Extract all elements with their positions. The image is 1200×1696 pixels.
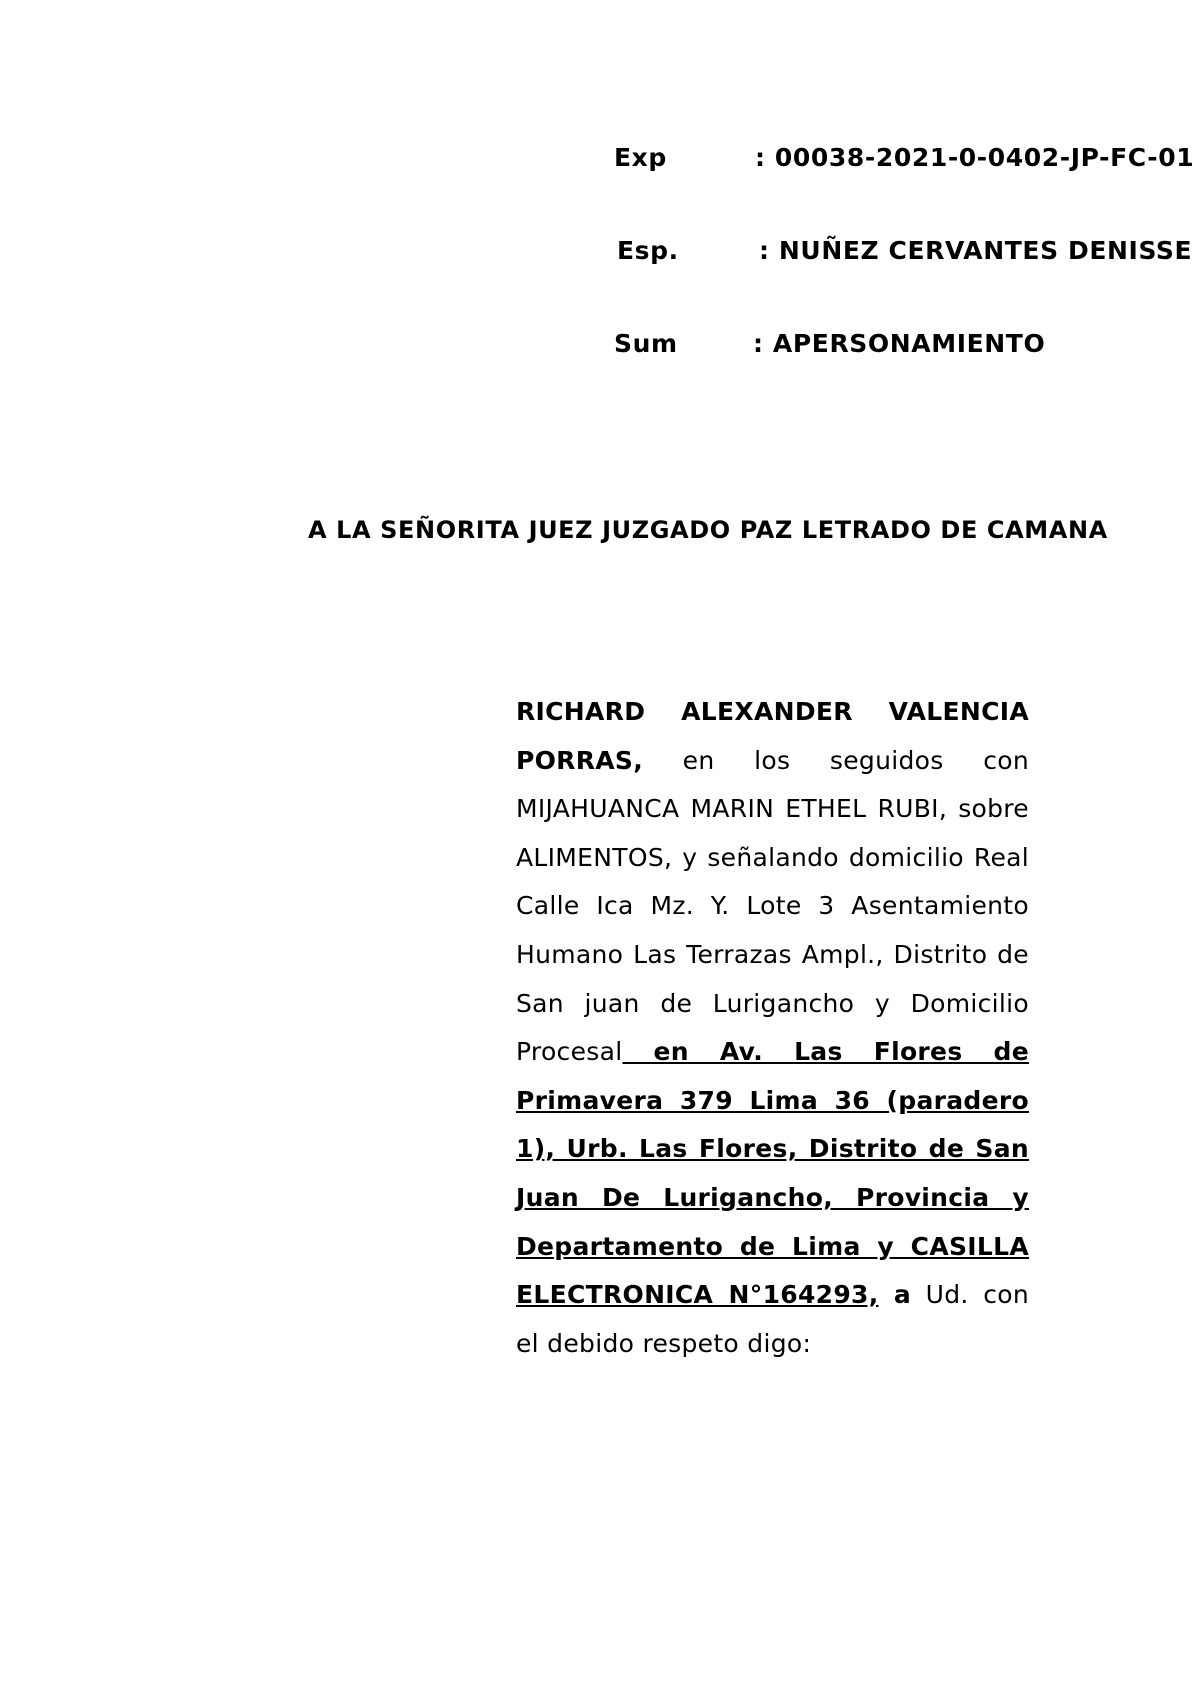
addressee-heading: A LA SEÑORITA JUEZ JUZGADO PAZ LETRADO DE CAMANA: [308, 516, 1108, 544]
especialista-value: : NUÑEZ CERVANTES DENISSE: [759, 236, 1193, 265]
intro-text: en los seguidos con MIJAHUANCA MARIN ETHEL RUBI, sobre ALIMENTOS, y señalando domicilio Real Calle Ica Mz. Y. Lote 3 Asentamiento Humano Las Terrazas Ampl., Distrito de San juan de Lurigancho y Domicilio Procesal: [516, 745, 1029, 1067]
procesal-address: en Av. Las Flores de Primavera 379 Lima 36 (paradero 1), Urb. Las Flores, Distrito de San Juan De Lurigancho, Provincia y Departamento de Lima y CASILLA ELECTRONICA N°164293,: [516, 1037, 1029, 1310]
expediente-value: : 00038-2021-0-0402-JP-FC-01: [755, 143, 1195, 172]
sumilla-label: Sum: [614, 329, 678, 358]
body-paragraph: [516, 688, 1029, 1368]
especialista-label: Esp.: [617, 236, 679, 265]
closing-text: Ud. con el debido respeto digo:: [516, 1280, 1029, 1358]
petitioner-name: RICHARD ALEXANDER VALENCIA PORRAS,: [516, 697, 1029, 775]
expediente-label: Exp: [614, 143, 667, 172]
connector-a: a: [878, 1280, 912, 1310]
sumilla-value: : APERSONAMIENTO: [753, 329, 1046, 358]
